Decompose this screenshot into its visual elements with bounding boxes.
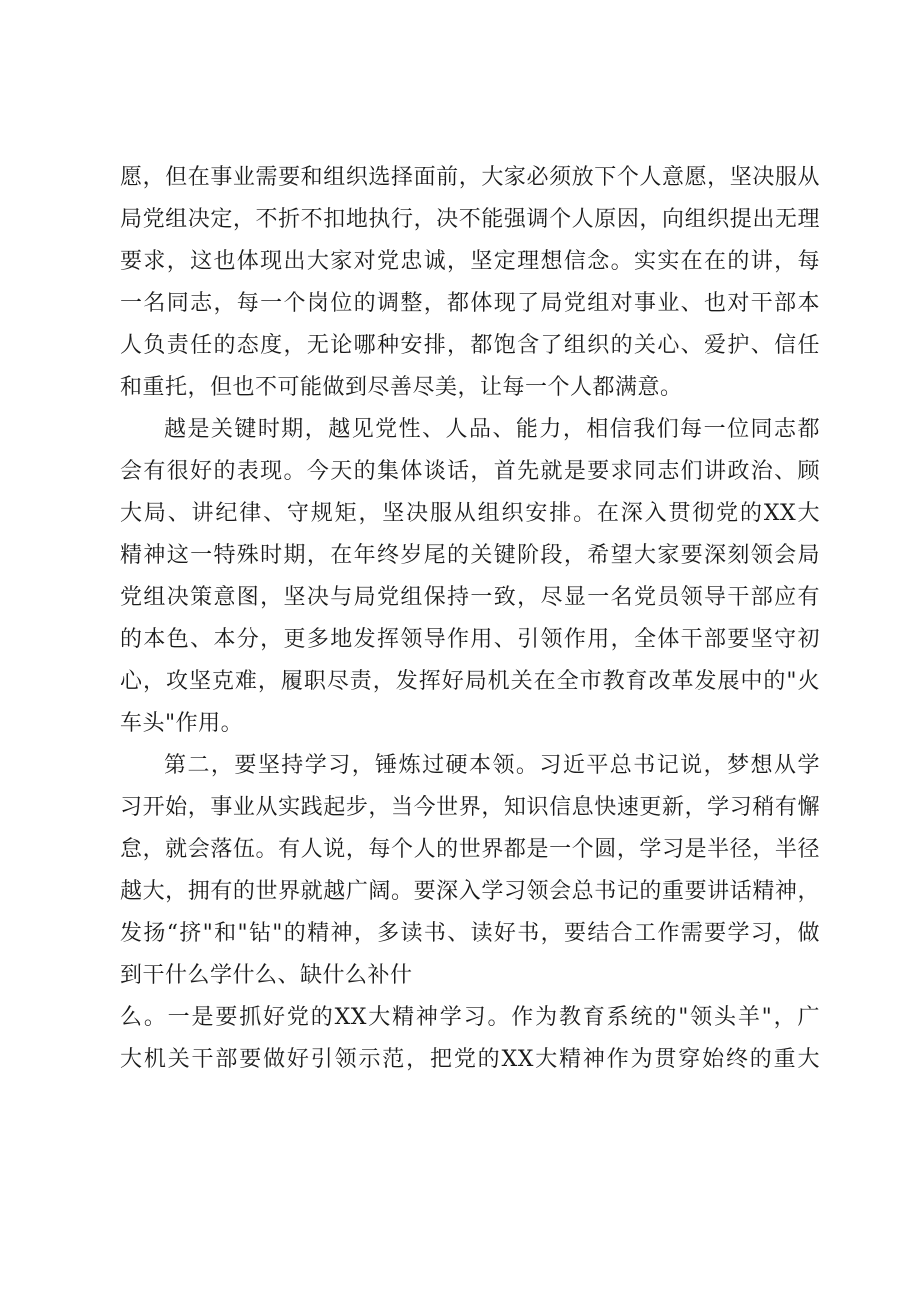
text-line: 愿，但在事业需要和组织选择面前，大家必须放下个人意愿，坚决服从 (120, 165, 820, 190)
text-line: 大机关干部要做好引领示范，把党的XX大精神作为贯穿始终的重大 (120, 1047, 820, 1072)
text-line: 一名同志，每一个岗位的调整，都体现了局党组对事业、也对干部本 (120, 291, 820, 316)
text-line: 党组决策意图，坚决与局党组保持一致，尽显一名党员领导干部应有 (120, 585, 820, 610)
text-line: 么。一是要抓好党的XX大精神学习。作为教育系统的"领头羊"，广 (120, 1005, 820, 1030)
text-line: 要求，这也体现出大家对党忠诚，坚定理想信念。实实在在的讲，每 (120, 249, 820, 274)
text-line: 越是关键时期，越见党性、人品、能力，相信我们每一位同志都 (164, 417, 820, 442)
text-line: 人负责任的态度，无论哪种安排，都饱含了组织的关心、爱护、信任 (120, 333, 820, 358)
text-line: 的本色、本分，更多地发挥领导作用、引领作用，全体干部要坚守初 (120, 627, 820, 652)
text-line: 第二，要坚持学习，锤炼过硬本领。习近平总书记说，梦想从学 (164, 753, 820, 778)
text-line: 会有很好的表现。今天的集体谈话，首先就是要求同志们讲政治、顾 (120, 459, 820, 484)
text-line: 精神这一特殊时期，在年终岁尾的关键阶段，希望大家要深刻领会局 (120, 543, 820, 568)
text-line: 怠，就会落伍。有人说，每个人的世界都是一个圆，学习是半径，半径 (120, 837, 820, 862)
text-line: 大局、讲纪律、守规矩，坚决服从组织安排。在深入贯彻党的XX大 (120, 501, 820, 526)
text-line: 发扬“挤"和"钻"的精神，多读书、读好书，要结合工作需要学习，做 (120, 921, 820, 946)
text-line: 习开始，事业从实践起步，当今世界，知识信息快速更新，学习稍有懈 (120, 795, 820, 820)
text-line: 和重托，但也不可能做到尽善尽美，让每一个人都满意。 (120, 375, 683, 400)
document-body (120, 157, 820, 1081)
text-line: 局党组决定，不折不扣地执行，决不能强调个人原因，向组织提出无理 (120, 207, 820, 232)
text-line: 越大，拥有的世界就越广阔。要深入学习领会总书记的重要讲话精神， (120, 879, 820, 904)
text-line: 到干什么学什么、缺什么补什 (120, 963, 413, 988)
text-line: 车头"作用。 (120, 711, 244, 736)
text-line: 心，攻坚克难，履职尽责，发挥好局机关在全市教育改革发展中的"火 (120, 669, 820, 694)
